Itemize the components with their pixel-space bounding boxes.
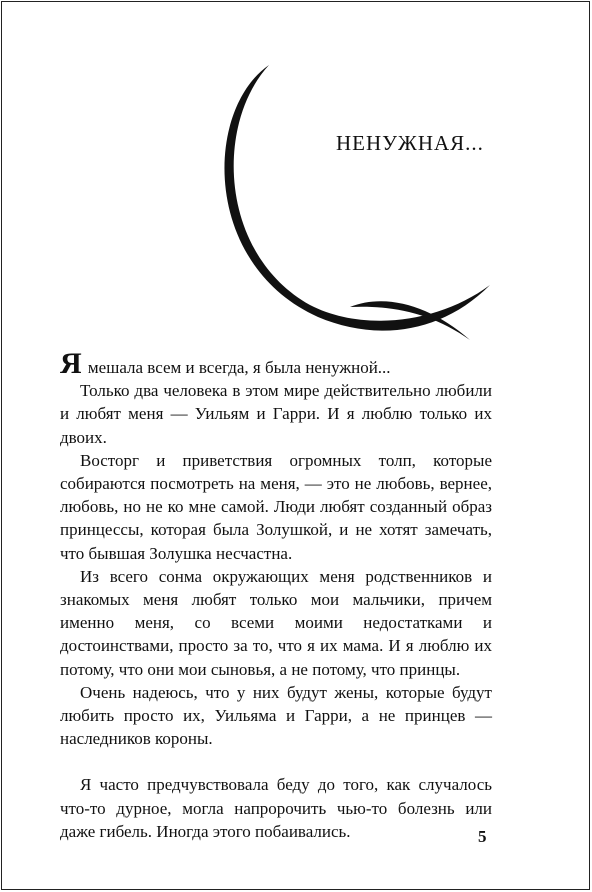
drop-cap: Я xyxy=(60,347,82,380)
paragraph-4: Из всего сонма окружающих меня родственников и знакомых меня любят только мои мальчики, причем именно меня, со всеми моими недостатками и достоинствами, просто за то, что я их мама. И я люблю их потому, что они мои сыновья, а не потому, что принцы. xyxy=(60,566,492,679)
paragraph-text: мешала всем и всегда, я была ненужной... xyxy=(83,358,391,377)
crescent-ornament-icon xyxy=(200,55,500,355)
page-number: 5 xyxy=(478,827,487,846)
paragraph-3: Восторг и приветствия огромных толп, которые собираются посмотреть на меня, — это не любовь, вернее, любовь, но не ко мне самой. Люди любят созданный образ принцессы, которая была Золушкой, и не хотят замечать, что бывшая Золушка несчастна. xyxy=(60,450,492,563)
crescent-swash xyxy=(224,65,490,331)
body-text xyxy=(60,347,492,843)
chapter-title: НЕНУЖНАЯ... xyxy=(336,131,484,155)
paragraph-6: Я часто предчувствовала беду до того, как случалось что-то дурное, могла напророчить чью-то болезнь или даже гибель. Иногда этого побаивались. xyxy=(60,775,492,841)
paragraph-1 xyxy=(60,347,492,380)
paragraph-2: Только два человека в этом мире действительно любили и любят меня — Уильям и Гарри. И я люблю только их двоих. xyxy=(60,381,492,447)
paragraph-5: Очень надеюсь, что у них будут жены, которые будут любить просто их, Уильяма и Гарри, а не принцев — наследников короны. xyxy=(60,682,492,749)
